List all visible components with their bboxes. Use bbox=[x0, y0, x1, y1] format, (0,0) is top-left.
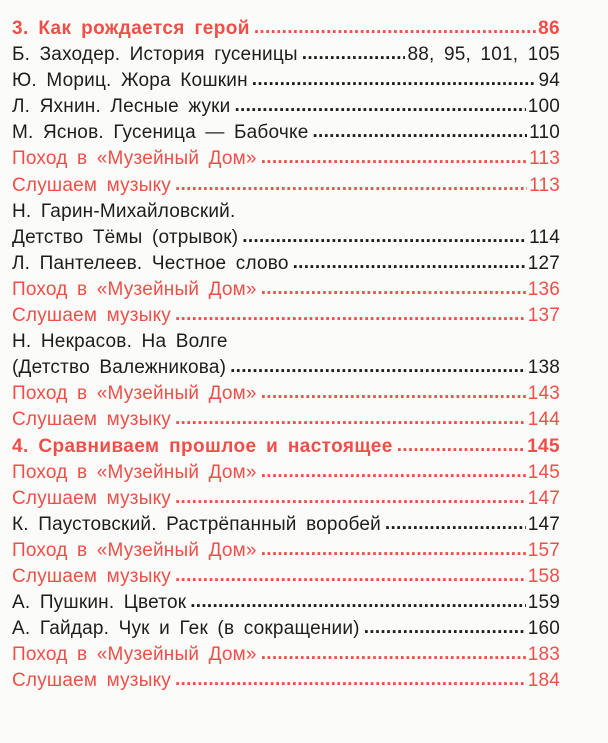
dot-leader bbox=[261, 145, 527, 171]
toc-entry-title: Н. Некрасов. На Волге bbox=[12, 331, 228, 353]
dot-leader bbox=[293, 250, 526, 276]
toc-entry-page: 147 bbox=[527, 513, 560, 535]
toc-entry bbox=[12, 590, 560, 616]
toc-entry-page: 113 bbox=[529, 174, 560, 196]
dot-leader bbox=[261, 276, 526, 302]
toc-entry-title: Слушаем музыку bbox=[12, 305, 171, 327]
dot-leader bbox=[252, 67, 537, 93]
toc-entry-title: Б. Заходер. История гусеницы bbox=[12, 44, 298, 66]
toc-entry-title: 4. Сравниваем прошлое и настоящее bbox=[12, 435, 393, 457]
toc-entry-title: Слушаем музыку bbox=[12, 487, 171, 509]
toc-entry-page: 94 bbox=[538, 70, 560, 92]
toc-entry-title: 3. Как рождается герой bbox=[12, 18, 250, 39]
toc-entry-page: 145 bbox=[527, 461, 560, 483]
toc-entry bbox=[12, 120, 560, 146]
dot-leader bbox=[364, 615, 526, 641]
dot-leader bbox=[234, 93, 525, 119]
toc-entry bbox=[12, 173, 560, 199]
toc-entry-page: 183 bbox=[527, 644, 560, 666]
toc-entry-title: Слушаем музыку bbox=[12, 174, 171, 196]
toc-entry bbox=[12, 225, 560, 251]
toc-entry bbox=[12, 146, 560, 172]
toc-entry-page: 114 bbox=[529, 226, 560, 248]
toc-entry-title: Поход в «Музейный Дом» bbox=[12, 148, 257, 170]
toc-entry-title: А. Пушкин. Цветок bbox=[12, 592, 187, 614]
toc-entry-title: Поход в «Музейный Дом» bbox=[12, 461, 257, 483]
toc-entry-title: Детство Тёмы (отрывок) bbox=[12, 226, 239, 248]
toc-entry-title: Л. Пантелеев. Честное слово bbox=[12, 252, 289, 274]
toc-entry-page: 159 bbox=[527, 592, 560, 614]
toc-entry-title: М. Яснов. Гусеница — Бабочке bbox=[12, 122, 309, 144]
toc-entry-page: 100 bbox=[527, 96, 560, 118]
toc-entry-page: 138 bbox=[527, 357, 560, 379]
toc-entry bbox=[12, 564, 560, 590]
dot-leader bbox=[385, 511, 526, 537]
toc-entry bbox=[12, 616, 560, 642]
dot-leader bbox=[397, 433, 525, 459]
toc-entry bbox=[12, 381, 560, 407]
toc-entry-page: 184 bbox=[527, 670, 560, 692]
dot-leader bbox=[261, 641, 526, 667]
toc-entry-title: Слушаем музыку bbox=[12, 409, 171, 431]
dot-leader bbox=[230, 354, 526, 380]
toc-entry bbox=[12, 68, 560, 94]
toc-entry bbox=[12, 642, 560, 668]
toc-entry bbox=[12, 460, 560, 486]
toc-entry bbox=[12, 303, 560, 329]
toc-entry bbox=[12, 486, 560, 512]
toc-entry-title: Поход в «Музейный Дом» bbox=[12, 278, 257, 300]
toc-entry-page: 157 bbox=[527, 539, 560, 561]
toc-entry bbox=[12, 94, 560, 120]
dot-leader bbox=[261, 380, 526, 406]
toc-entry-page: 147 bbox=[527, 487, 560, 509]
toc-entry-page: 110 bbox=[529, 122, 560, 144]
dot-leader bbox=[175, 563, 526, 589]
dot-leader bbox=[261, 537, 526, 563]
toc-entry-page: 158 bbox=[527, 565, 560, 587]
toc-entry-title: Н. Гарин-Михайловский. bbox=[12, 200, 236, 222]
dot-leader bbox=[175, 667, 526, 693]
toc-entry-page: 137 bbox=[527, 305, 560, 327]
toc-entry bbox=[12, 538, 560, 564]
dot-leader bbox=[261, 459, 526, 485]
toc-entry bbox=[12, 199, 560, 225]
dot-leader bbox=[175, 485, 526, 511]
toc-entry bbox=[12, 407, 560, 433]
toc-entry bbox=[12, 668, 560, 694]
toc-entry-page: 88, 95, 101, 105 bbox=[407, 44, 560, 66]
toc-entry-title: Поход в «Музейный Дом» bbox=[12, 644, 257, 666]
toc-entry-title: А. Гайдар. Чук и Гек (в сокращении) bbox=[12, 618, 360, 640]
toc-entry bbox=[12, 355, 560, 381]
dot-leader bbox=[190, 589, 525, 615]
dot-leader bbox=[175, 172, 527, 198]
toc-entry-title: (Детство Валежникова) bbox=[12, 357, 227, 379]
toc-entry-page: 160 bbox=[527, 618, 560, 640]
toc-entry-page: 143 bbox=[527, 383, 560, 405]
toc-entry bbox=[12, 512, 560, 538]
toc-entry-title: К. Паустовский. Растрёпанный воробей bbox=[12, 513, 381, 535]
toc-entry-title: Л. Яхнин. Лесные жуки bbox=[12, 96, 231, 118]
dot-leader bbox=[254, 15, 536, 41]
toc-section-heading bbox=[12, 434, 560, 460]
toc-entry-page: 136 bbox=[527, 278, 560, 300]
toc-entry-page: 144 bbox=[527, 409, 560, 431]
toc-entry bbox=[12, 277, 560, 303]
toc-entry bbox=[12, 329, 560, 355]
dot-leader bbox=[302, 41, 406, 67]
toc-entry-title: Слушаем музыку bbox=[12, 565, 171, 587]
toc-entry bbox=[12, 251, 560, 277]
toc-entry bbox=[12, 42, 560, 68]
dot-leader bbox=[175, 302, 526, 328]
dot-leader bbox=[312, 119, 527, 145]
dot-leader bbox=[175, 406, 526, 432]
dot-leader bbox=[242, 224, 527, 250]
toc-entry-title: Поход в «Музейный Дом» bbox=[12, 383, 257, 405]
toc-entry-page: 86 bbox=[538, 18, 560, 39]
toc-entry-page: 127 bbox=[527, 252, 560, 274]
toc-entry-page: 145 bbox=[527, 435, 560, 457]
toc-entry-title: Поход в «Музейный Дом» bbox=[12, 539, 257, 561]
toc-entry-title: Слушаем музыку bbox=[12, 670, 171, 692]
toc-section-heading bbox=[12, 16, 560, 42]
toc-entry-page: 113 bbox=[529, 148, 560, 170]
toc-entry-title: Ю. Мориц. Жора Кошкин bbox=[12, 70, 248, 92]
